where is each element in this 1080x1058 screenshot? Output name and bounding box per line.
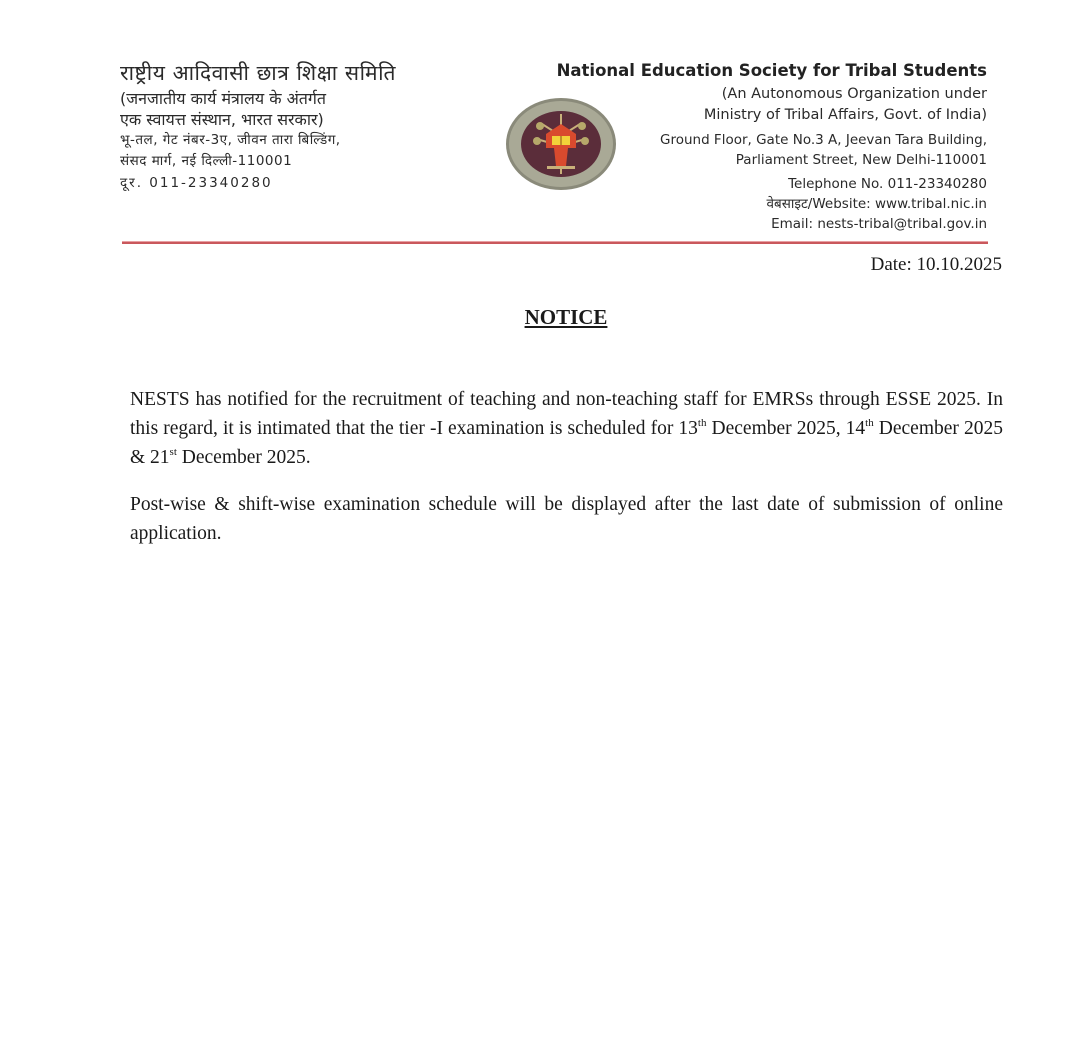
telephone: Telephone No. 011-23340280	[788, 176, 987, 192]
email: Email: nests-tribal@tribal.gov.in	[771, 216, 987, 232]
english-org-name: National Education Society for Tribal Students	[556, 61, 987, 80]
para1-text-a: NESTS has notified for the recruitment of teaching and non-teaching staff for EMRSs through ESSE 2025. In this regard, it is intimated that the tier -I examination is scheduled for 13	[130, 389, 1003, 439]
para1-text-d: December 2025.	[176, 447, 311, 468]
para1-text-b: December 2025, 14	[706, 418, 866, 439]
notice-body	[130, 385, 1003, 566]
header-divider	[122, 241, 988, 244]
hindi-letterhead	[120, 58, 396, 194]
notice-title: NOTICE	[524, 305, 608, 329]
english-letterhead	[557, 58, 987, 234]
ordinal-suffix: th	[865, 417, 874, 429]
hindi-address-1: भू-तल, गेट नंबर-3ए, जीवन तारा बिल्डिंग,	[120, 132, 341, 148]
hindi-org-subtitle-2: एक स्वायत्त संस्थान, भारत सरकार)	[120, 110, 324, 129]
hindi-telephone: दूर. 011-23340280	[120, 175, 273, 191]
notice-paragraph-1	[130, 385, 1003, 472]
english-org-subtitle-2: Ministry of Tribal Affairs, Govt. of India)	[703, 107, 987, 123]
english-org-subtitle-1: (An Autonomous Organization under	[721, 86, 987, 102]
english-address-2: Parliament Street, New Delhi-110001	[735, 152, 987, 168]
para1-text-c: December 2025 & 21	[130, 418, 1003, 468]
notice-paragraph-2: Post-wise & shift-wise examination schedule will be displayed after the last date of submission of online application.	[130, 494, 1003, 544]
ordinal-suffix: th	[697, 417, 707, 429]
website: वेबसाइट/Website: www.tribal.nic.in	[766, 196, 987, 212]
hindi-address-2: संसद मार्ग, नई दिल्ली-110001	[120, 153, 293, 169]
hindi-org-subtitle-1: (जनजातीय कार्य मंत्रालय के अंतर्गत	[120, 89, 327, 108]
hindi-org-name: राष्ट्रीय आदिवासी छात्र शिक्षा समिति	[120, 61, 396, 85]
ordinal-suffix: st	[169, 446, 177, 458]
english-address-1: Ground Floor, Gate No.3 A, Jeevan Tara Building,	[659, 132, 987, 148]
notice-date: Date: 10.10.2025	[870, 254, 1002, 275]
